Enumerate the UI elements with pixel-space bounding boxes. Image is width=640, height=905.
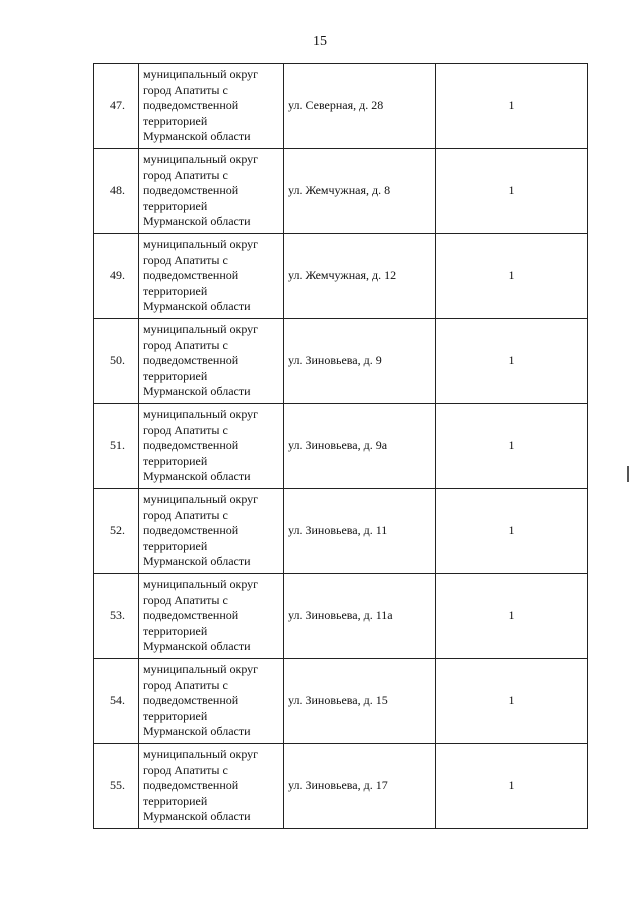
municipality-name-line: Мурманской области (143, 214, 251, 229)
municipality-name-line: подведомственной (143, 523, 239, 538)
address: ул. Зиновьева, д. 9 (284, 319, 436, 404)
table-row (94, 574, 588, 659)
municipality-name-line: муниципальный округ (143, 492, 259, 507)
address-table (93, 63, 588, 829)
municipality-name-line: Мурманской области (143, 384, 251, 399)
municipality-name-line: территорией (143, 113, 208, 128)
municipality-name-line: Мурманской области (143, 639, 251, 654)
municipality-name (139, 319, 284, 404)
municipality-name-line: подведомственной (143, 438, 239, 453)
municipality-name (139, 64, 284, 149)
municipality-name-line: территорией (143, 708, 208, 723)
table-row (94, 149, 588, 234)
municipality-name-line: Мурманской области (143, 809, 251, 824)
municipality-name-line: территорией (143, 623, 208, 638)
municipality-name-line: город Апатиты с (143, 167, 228, 182)
table-row (94, 404, 588, 489)
municipality-name (139, 149, 284, 234)
municipality-name (139, 744, 284, 829)
municipality-name-line: территорией (143, 538, 208, 553)
municipality-name-line: город Апатиты с (143, 422, 228, 437)
address: ул. Жемчужная, д. 12 (284, 234, 436, 319)
quantity: 1 (436, 149, 588, 234)
municipality-name-line: Мурманской области (143, 129, 251, 144)
municipality-name-line: город Апатиты с (143, 252, 228, 267)
municipality-name-line: город Апатиты с (143, 507, 228, 522)
row-number: 48. (94, 149, 139, 234)
row-number: 49. (94, 234, 139, 319)
address: ул. Зиновьева, д. 11 (284, 489, 436, 574)
quantity: 1 (436, 234, 588, 319)
municipality-name-line: подведомственной (143, 268, 239, 283)
municipality-name (139, 659, 284, 744)
row-number: 52. (94, 489, 139, 574)
municipality-name-line: Мурманской области (143, 299, 251, 314)
quantity: 1 (436, 489, 588, 574)
municipality-name-line: территорией (143, 283, 208, 298)
row-number: 54. (94, 659, 139, 744)
quantity: 1 (436, 404, 588, 489)
municipality-name-line: подведомственной (143, 98, 239, 113)
quantity: 1 (436, 659, 588, 744)
table-row (94, 234, 588, 319)
table-row (94, 319, 588, 404)
row-number: 53. (94, 574, 139, 659)
table-row (94, 659, 588, 744)
municipality-name-line: подведомственной (143, 608, 239, 623)
address: ул. Зиновьева, д. 15 (284, 659, 436, 744)
municipality-name-line: муниципальный округ (143, 407, 259, 422)
municipality-name-line: муниципальный округ (143, 747, 259, 762)
municipality-name-line: подведомственной (143, 693, 239, 708)
municipality-name-line: муниципальный округ (143, 237, 259, 252)
municipality-name-line: муниципальный округ (143, 322, 259, 337)
municipality-name (139, 234, 284, 319)
municipality-name-line: подведомственной (143, 778, 239, 793)
municipality-name-line: Мурманской области (143, 724, 251, 739)
municipality-name-line: город Апатиты с (143, 677, 228, 692)
municipality-name-line: территорией (143, 198, 208, 213)
row-number: 50. (94, 319, 139, 404)
municipality-name-line: Мурманской области (143, 554, 251, 569)
row-number: 55. (94, 744, 139, 829)
municipality-name-line: территорией (143, 793, 208, 808)
address: ул. Зиновьева, д. 9а (284, 404, 436, 489)
address: ул. Зиновьева, д. 11а (284, 574, 436, 659)
municipality-name-line: город Апатиты с (143, 82, 228, 97)
page-number: 15 (313, 34, 327, 49)
row-number: 51. (94, 404, 139, 489)
table-row (94, 64, 588, 149)
quantity: 1 (436, 64, 588, 149)
margin-mark (627, 466, 629, 482)
municipality-name (139, 489, 284, 574)
municipality-name-line: территорией (143, 453, 208, 468)
row-number: 47. (94, 64, 139, 149)
quantity: 1 (436, 574, 588, 659)
quantity: 1 (436, 744, 588, 829)
municipality-name-line: город Апатиты с (143, 337, 228, 352)
address: ул. Зиновьева, д. 17 (284, 744, 436, 829)
address: ул. Жемчужная, д. 8 (284, 149, 436, 234)
municipality-name-line: город Апатиты с (143, 762, 228, 777)
municipality-name-line: подведомственной (143, 183, 239, 198)
municipality-name-line: муниципальный округ (143, 67, 259, 82)
municipality-name-line: город Апатиты с (143, 592, 228, 607)
table-body (94, 64, 588, 829)
municipality-name-line: муниципальный округ (143, 577, 259, 592)
municipality-name-line: Мурманской области (143, 469, 251, 484)
municipality-name-line: подведомственной (143, 353, 239, 368)
table-row (94, 744, 588, 829)
municipality-name-line: муниципальный округ (143, 662, 259, 677)
table-row (94, 489, 588, 574)
address: ул. Северная, д. 28 (284, 64, 436, 149)
quantity: 1 (436, 319, 588, 404)
municipality-name-line: территорией (143, 368, 208, 383)
municipality-name-line: муниципальный округ (143, 152, 259, 167)
municipality-name (139, 574, 284, 659)
municipality-name (139, 404, 284, 489)
